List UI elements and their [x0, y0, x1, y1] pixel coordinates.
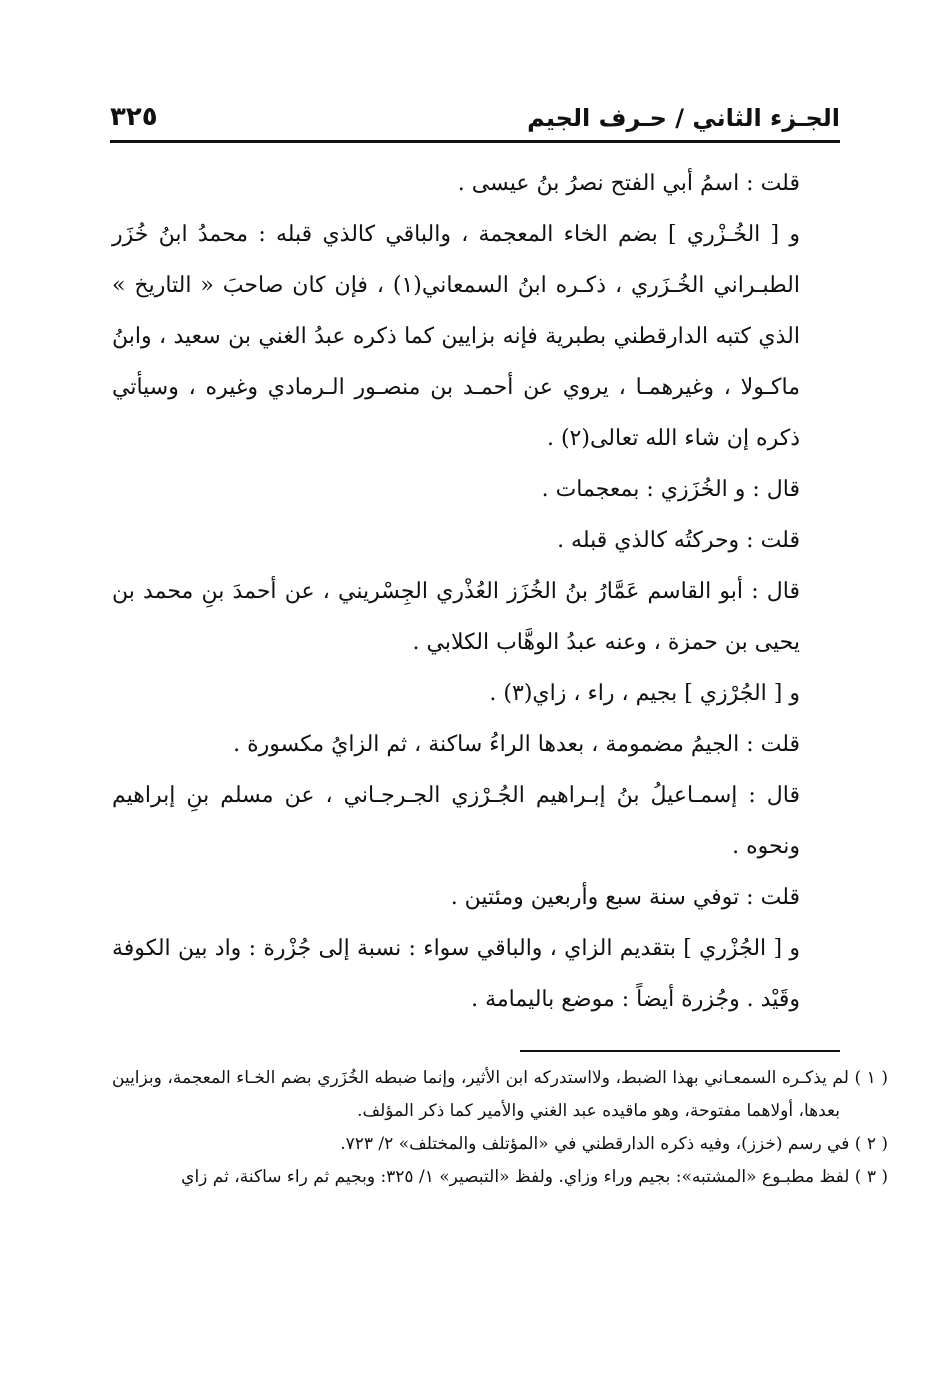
paragraph-6: و [ الجُرْزي ] بجيم ، راء ، زاي(٣) . [489, 681, 800, 706]
footnote-rule [520, 1050, 840, 1052]
footnote-2: ( ٢ ) في رسم (خزز)، وفيه ذكره الدارقطني في «المؤتلف والمختلف» ٢/ ٧٢٣. [340, 1134, 888, 1154]
paragraph-4: قلت : وحركتُه كالذي قبله . [557, 528, 800, 553]
running-header [110, 78, 840, 132]
main-text [112, 158, 840, 1025]
page-number: ٣٢٥ [110, 102, 158, 132]
paragraph-10: و [ الجُزْري ] بتقديم الزاي ، والباقي سواء : نسبة إلى جُزْرة : واد بين الكوفة وقَيْد . وجُزرة أيضاً : موضع باليمامة . [112, 936, 800, 1012]
paragraph-1: قلت : اسمُ أبي الفتح نصرُ بنُ عيسى . [457, 171, 800, 196]
footnote-3: ( ٣ ) لفظ مطبـوع «المشتبه»: بجيم وراء وزاي. ولفظ «التبصير» ١/ ٣٢٥: وبجيم ثم راء ساكنة، ثم زاي [181, 1167, 888, 1187]
footnote-1: ( ١ ) لم يذكـره السمعـاني بهذا الضبط، ولااستدركه ابن الأثير، وإنما ضبطه الخُزَري بضم الخـاء المعجمة، وبزايين بعدها، أولاهما مفتوحة، وهو ماقيده عبد الغني والأمير كما ذكر المؤلف. [112, 1068, 888, 1121]
paragraph-5: قال : أبو القاسم عَمَّارُ بنُ الخُزَز العُذْري الجِسْريني ، عن أحمدَ بنِ محمد بن يحيى بن حمزة ، وعنه عبدُ الوهَّاب الكلابي . [112, 579, 800, 655]
paragraph-8: قال : إسمـاعيلُ بنُ إبـراهيم الجُـرْزي الجـرجـاني ، عن مسلم بنِ إبراهيم ونحوه . [112, 783, 800, 859]
paragraph-2: و [ الخُـزْري ] بضم الخاء المعجمة ، والباقي كالذي قبله : محمدُ ابنُ خُزَر الطبـراني الخُـزَري ، ذكـره ابنُ السمعاني(١) ، فإن كان صاحبَ « التاريخ » الذي كتبه الدارقطني بطبرية فإنه بزايين كما ذكره عبدُ الغني بن سعيد ، وابنُ ماكـولا ، وغيرهمـا ، يروي عن أحمـد بن منصـور الـرمادي وغيره ، وسيأتي ذكره إن شاء الله تعالى(٢) . [112, 222, 800, 451]
header-title: الجـزء الثاني / حـرف الجيم [527, 104, 840, 132]
paragraph-9: قلت : توفي سنة سبع وأربعين ومئتين . [450, 885, 800, 910]
footnotes [112, 1062, 888, 1194]
paragraph-7: قلت : الجيمُ مضمومة ، بعدها الراءُ ساكنة ، ثم الزايُ مكسورة . [233, 732, 800, 757]
paragraph-3: قال : و الخُزَزي : بمعجمات . [541, 477, 800, 502]
header-rule [110, 140, 840, 143]
